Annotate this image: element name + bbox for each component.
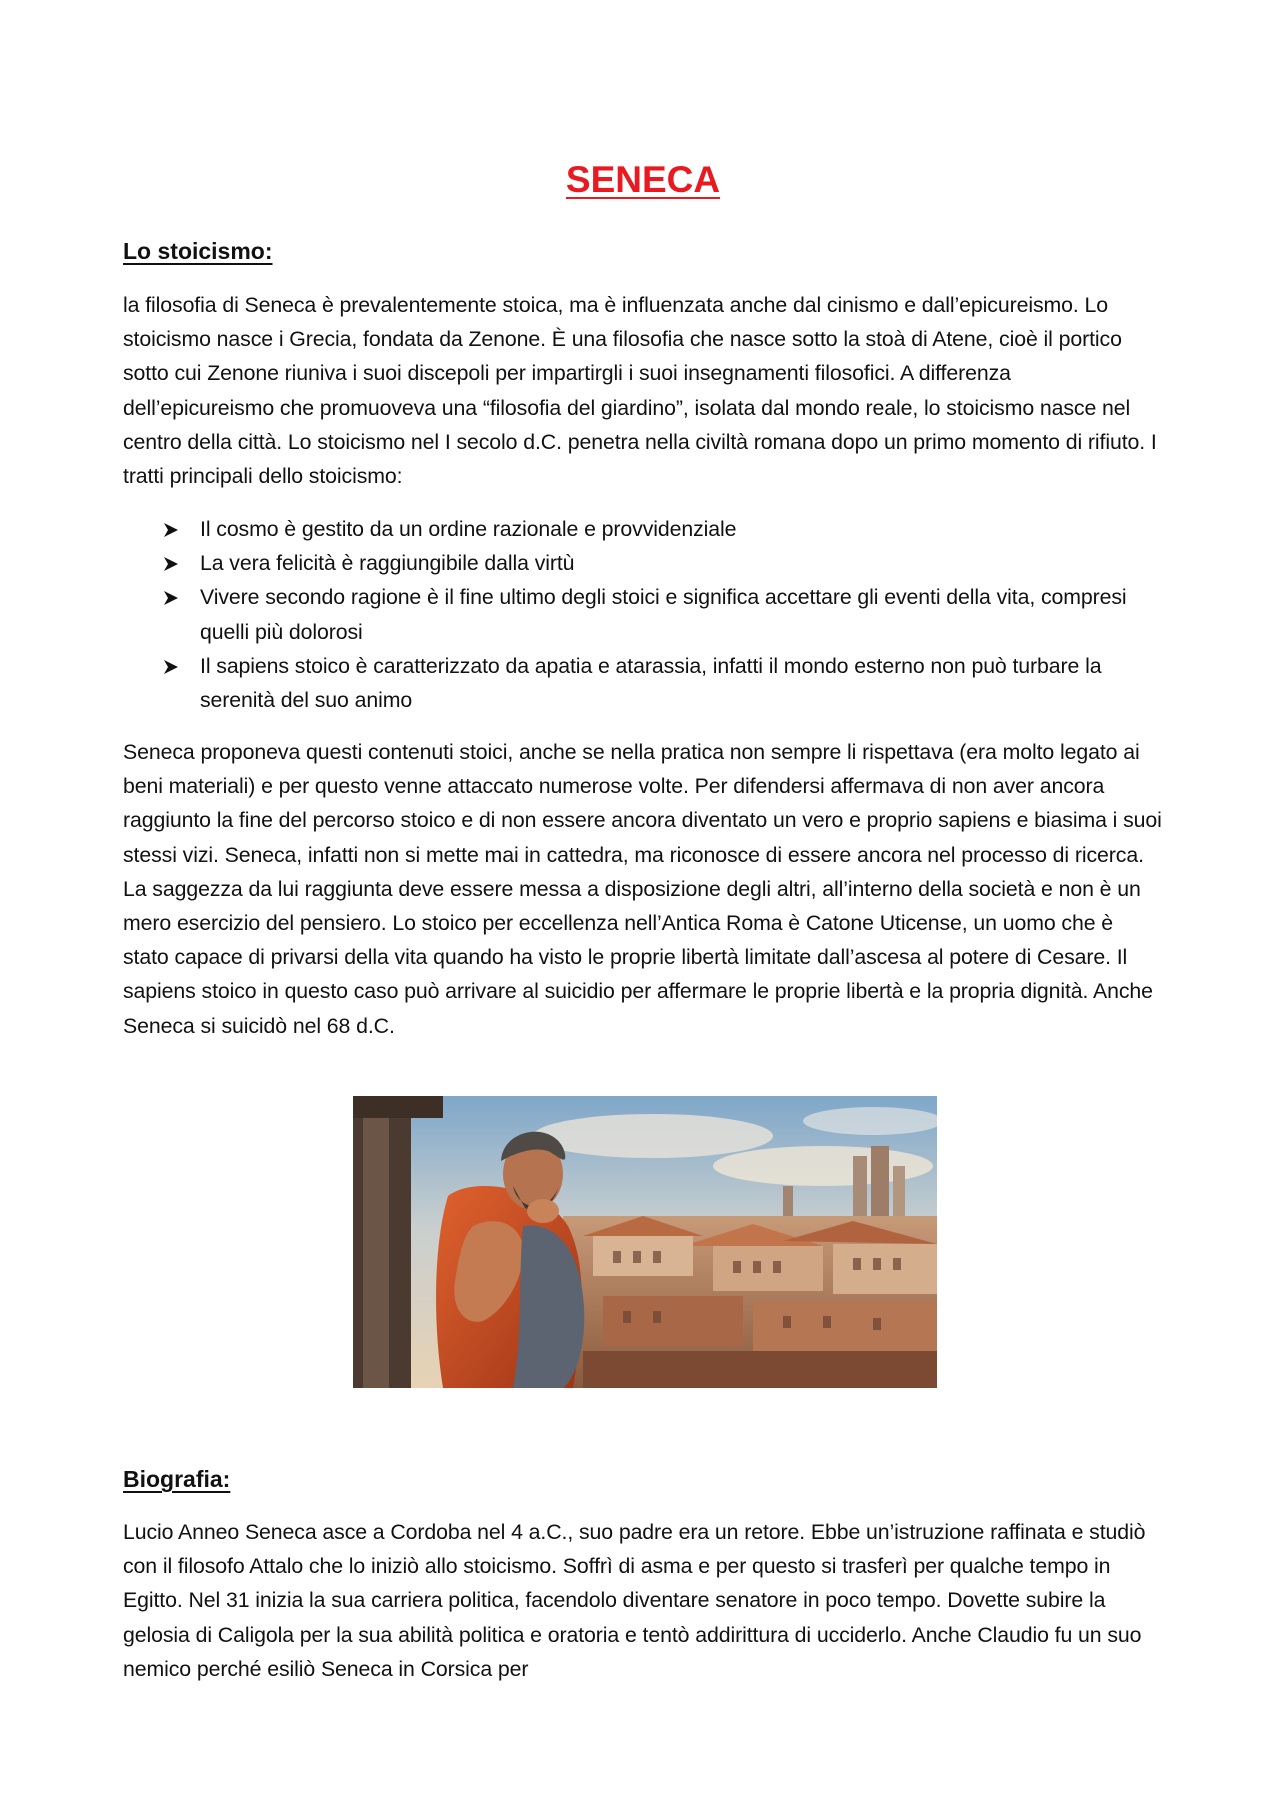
- list-item: [123, 546, 1163, 580]
- arrowhead-bullet-icon: [163, 556, 179, 572]
- arrowhead-bullet-icon: [163, 659, 179, 675]
- stoicismo-intro-paragraph: la filosofia di Seneca è prevalentemente stoica, ma è influenzata anche dal cinismo e dall’epicureismo. Lo stoicismo nasce i Grecia, fondata da Zenone. È una filosofia che nasce sotto la stoà di Atene, cioè il portico sotto cui Zenone riuniva i suoi discepoli per impartirgli i suoi insegnamenti filosofici. A differenza dell’epicureismo che promuoveva una “filosofia del giardino”, isolata dal mondo reale, lo stoicismo nasce nel centro della città. Lo stoicismo nel I secolo d.C. penetra nella civiltà romana dopo un primo momento di rifiuto. I tratti principali dello stoicismo:: [123, 293, 1157, 489]
- seneca-painting-image: [353, 1096, 937, 1388]
- list-item: [123, 512, 1163, 546]
- list-item-text: Il cosmo è gestito da un ordine razionale e provvidenziale: [200, 517, 737, 541]
- section-heading-stoicismo: Lo stoicismo:: [123, 238, 273, 264]
- list-item: [123, 649, 1163, 717]
- arrowhead-bullet-icon: [163, 590, 179, 606]
- list-item-text: La vera felicità è raggiungibile dalla virtù: [200, 551, 575, 576]
- section-heading-biografia: Biografia:: [123, 1466, 231, 1492]
- list-item: [123, 580, 1163, 648]
- arrowhead-bullet-icon: [163, 522, 179, 538]
- document-title: SENECA: [565, 159, 721, 200]
- stoicismo-body-paragraph: Seneca proponeva questi contenuti stoici, anche se nella pratica non sempre li rispettava (era molto legato ai beni materiali) e per questo venne attaccato numerose volte. Per difendersi affermava di non aver ancora raggiunto la fine del percorso stoico e di non essere ancora diventato un vero e proprio sapiens e biasima i suoi stessi vizi. Seneca, infatti non si mette mai in cattedra, ma riconosce di essere ancora nel processo di ricerca. La saggezza da lui raggiunta deve essere messa a disposizione degli altri, all’interno della società e non è un mero esercizio del pensiero. Lo stoico per eccellenza nell’Antica Roma è Catone Uticense, un uomo che è stato capace di privarsi della vita quando ha visto le proprie libertà limitate dall’ascesa al potere di Cesare. Il sapiens stoico in questo caso può arrivare al suicidio per affermare le proprie libertà e la propria dignità. Anche Seneca si suicidò nel 68 d.C.: [123, 740, 1162, 1038]
- biografia-body-paragraph: Lucio Anneo Seneca asce a Cordoba nel 4 a.C., suo padre era un retore. Ebbe un’istruzione raffinata e studiò con il filosofo Attalo che lo iniziò allo stoicismo. Soffrì di asma e per questo si trasferì per qualche tempo in Egitto. Nel 31 inizia la sua carriera politica, facendolo diventare senatore in poco tempo. Dovette subire la gelosia di Caligola per la sua abilità politica e oratoria e tentò addirittura di ucciderlo. Anche Claudio fu un suo nemico perché esiliò Seneca in Corsica per: [123, 1520, 1146, 1681]
- list-item-text: Il sapiens stoico è caratterizzato da apatia e atarassia, infatti il mondo esterno non può turbare la serenità del suo animo: [200, 653, 1102, 713]
- list-item-text: Vivere secondo ragione è il fine ultimo degli stoici e significa accettare gli eventi della vita, compresi quelli più dolorosi: [200, 585, 1127, 644]
- stoicismo-traits-list: [123, 512, 1163, 717]
